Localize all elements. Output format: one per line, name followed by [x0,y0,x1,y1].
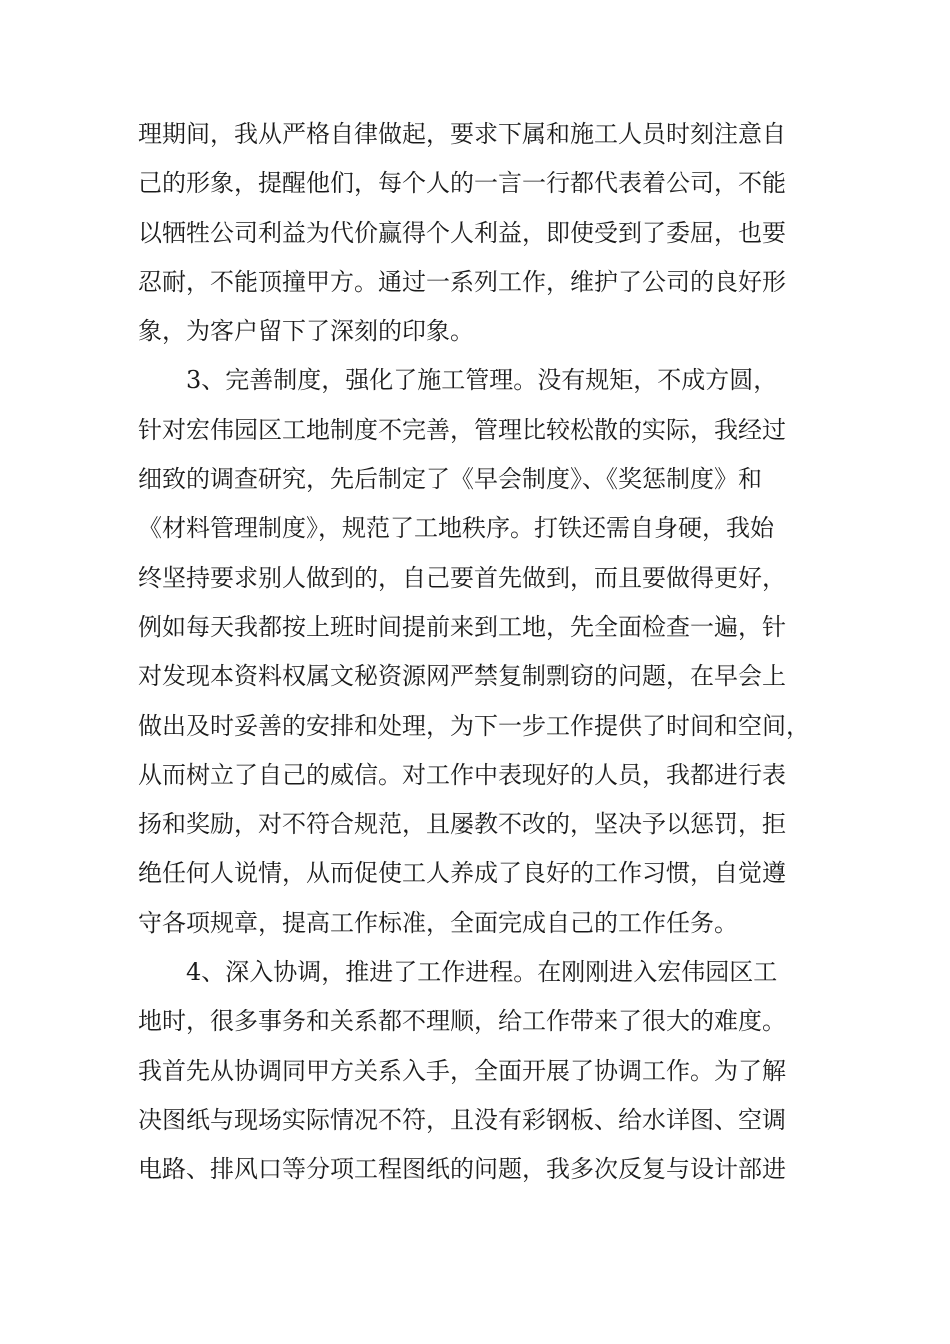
text-line: 守各项规章，提高工作标准，全面完成自己的工作任务。 [138,908,738,937]
text-line: 绝任何人说情，从而促使工人养成了良好的工作习惯，自觉遵 [138,859,786,888]
text-line: 象，为客户留下了深刻的印象。 [138,317,474,346]
text-line: 做出及时妥善的安排和处理，为下一步工作提供了时间和空间， [138,711,810,740]
text-line: 决图纸与现场实际情况不符，且没有彩钢板、给水详图、空调 [138,1105,786,1134]
text-line: 己的形象，提醒他们，每个人的一言一行都代表着公司，不能 [138,169,786,198]
paragraph-start-line: 4、深入协调，推进了工作进程。在刚刚进入宏伟园区工 [186,958,778,987]
text-line: 我首先从协调同甲方关系入手，全面开展了协调工作。为了解 [138,1056,786,1085]
body-text [138,110,838,1195]
text-line: 地时，很多事务和关系都不理顺，给工作带来了很大的难度。 [138,1007,786,1036]
text-line: 例如每天我都按上班时间提前来到工地，先全面检查一遍，针 [138,612,786,641]
text-line: 理期间，我从严格自律做起，要求下属和施工人员时刻注意自 [138,120,786,148]
text-line: 扬和奖励，对不符合规范，且屡教不改的，坚决予以惩罚，拒 [138,810,786,839]
paragraph-start-line: 3、完善制度，强化了施工管理。没有规矩，不成方圆， [186,366,778,395]
text-line: 电路、排风口等分项工程图纸的问题，我多次反复与设计部进 [138,1155,786,1184]
text-line: 细致的调查研究，先后制定了《早会制度》、《奖惩制度》和 [138,465,762,494]
text-line: 忍耐，不能顶撞甲方。通过一系列工作，维护了公司的良好形 [138,267,786,296]
text-line: 对发现本资料权属文秘资源网严禁复制剽窃的问题，在早会上 [138,662,786,691]
text-line: 以牺牲公司利益为代价赢得个人利益，即使受到了委屈，也要 [138,218,786,247]
text-line: 从而树立了自己的威信。对工作中表现好的人员，我都进行表 [138,760,786,789]
text-line: 《材料管理制度》，规范了工地秩序。打铁还需自身硬，我始 [138,514,774,543]
text-line: 针对宏伟园区工地制度不完善，管理比较松散的实际，我经过 [138,415,786,444]
text-line: 终坚持要求别人做到的，自己要首先做到，而且要做得更好， [138,563,786,592]
